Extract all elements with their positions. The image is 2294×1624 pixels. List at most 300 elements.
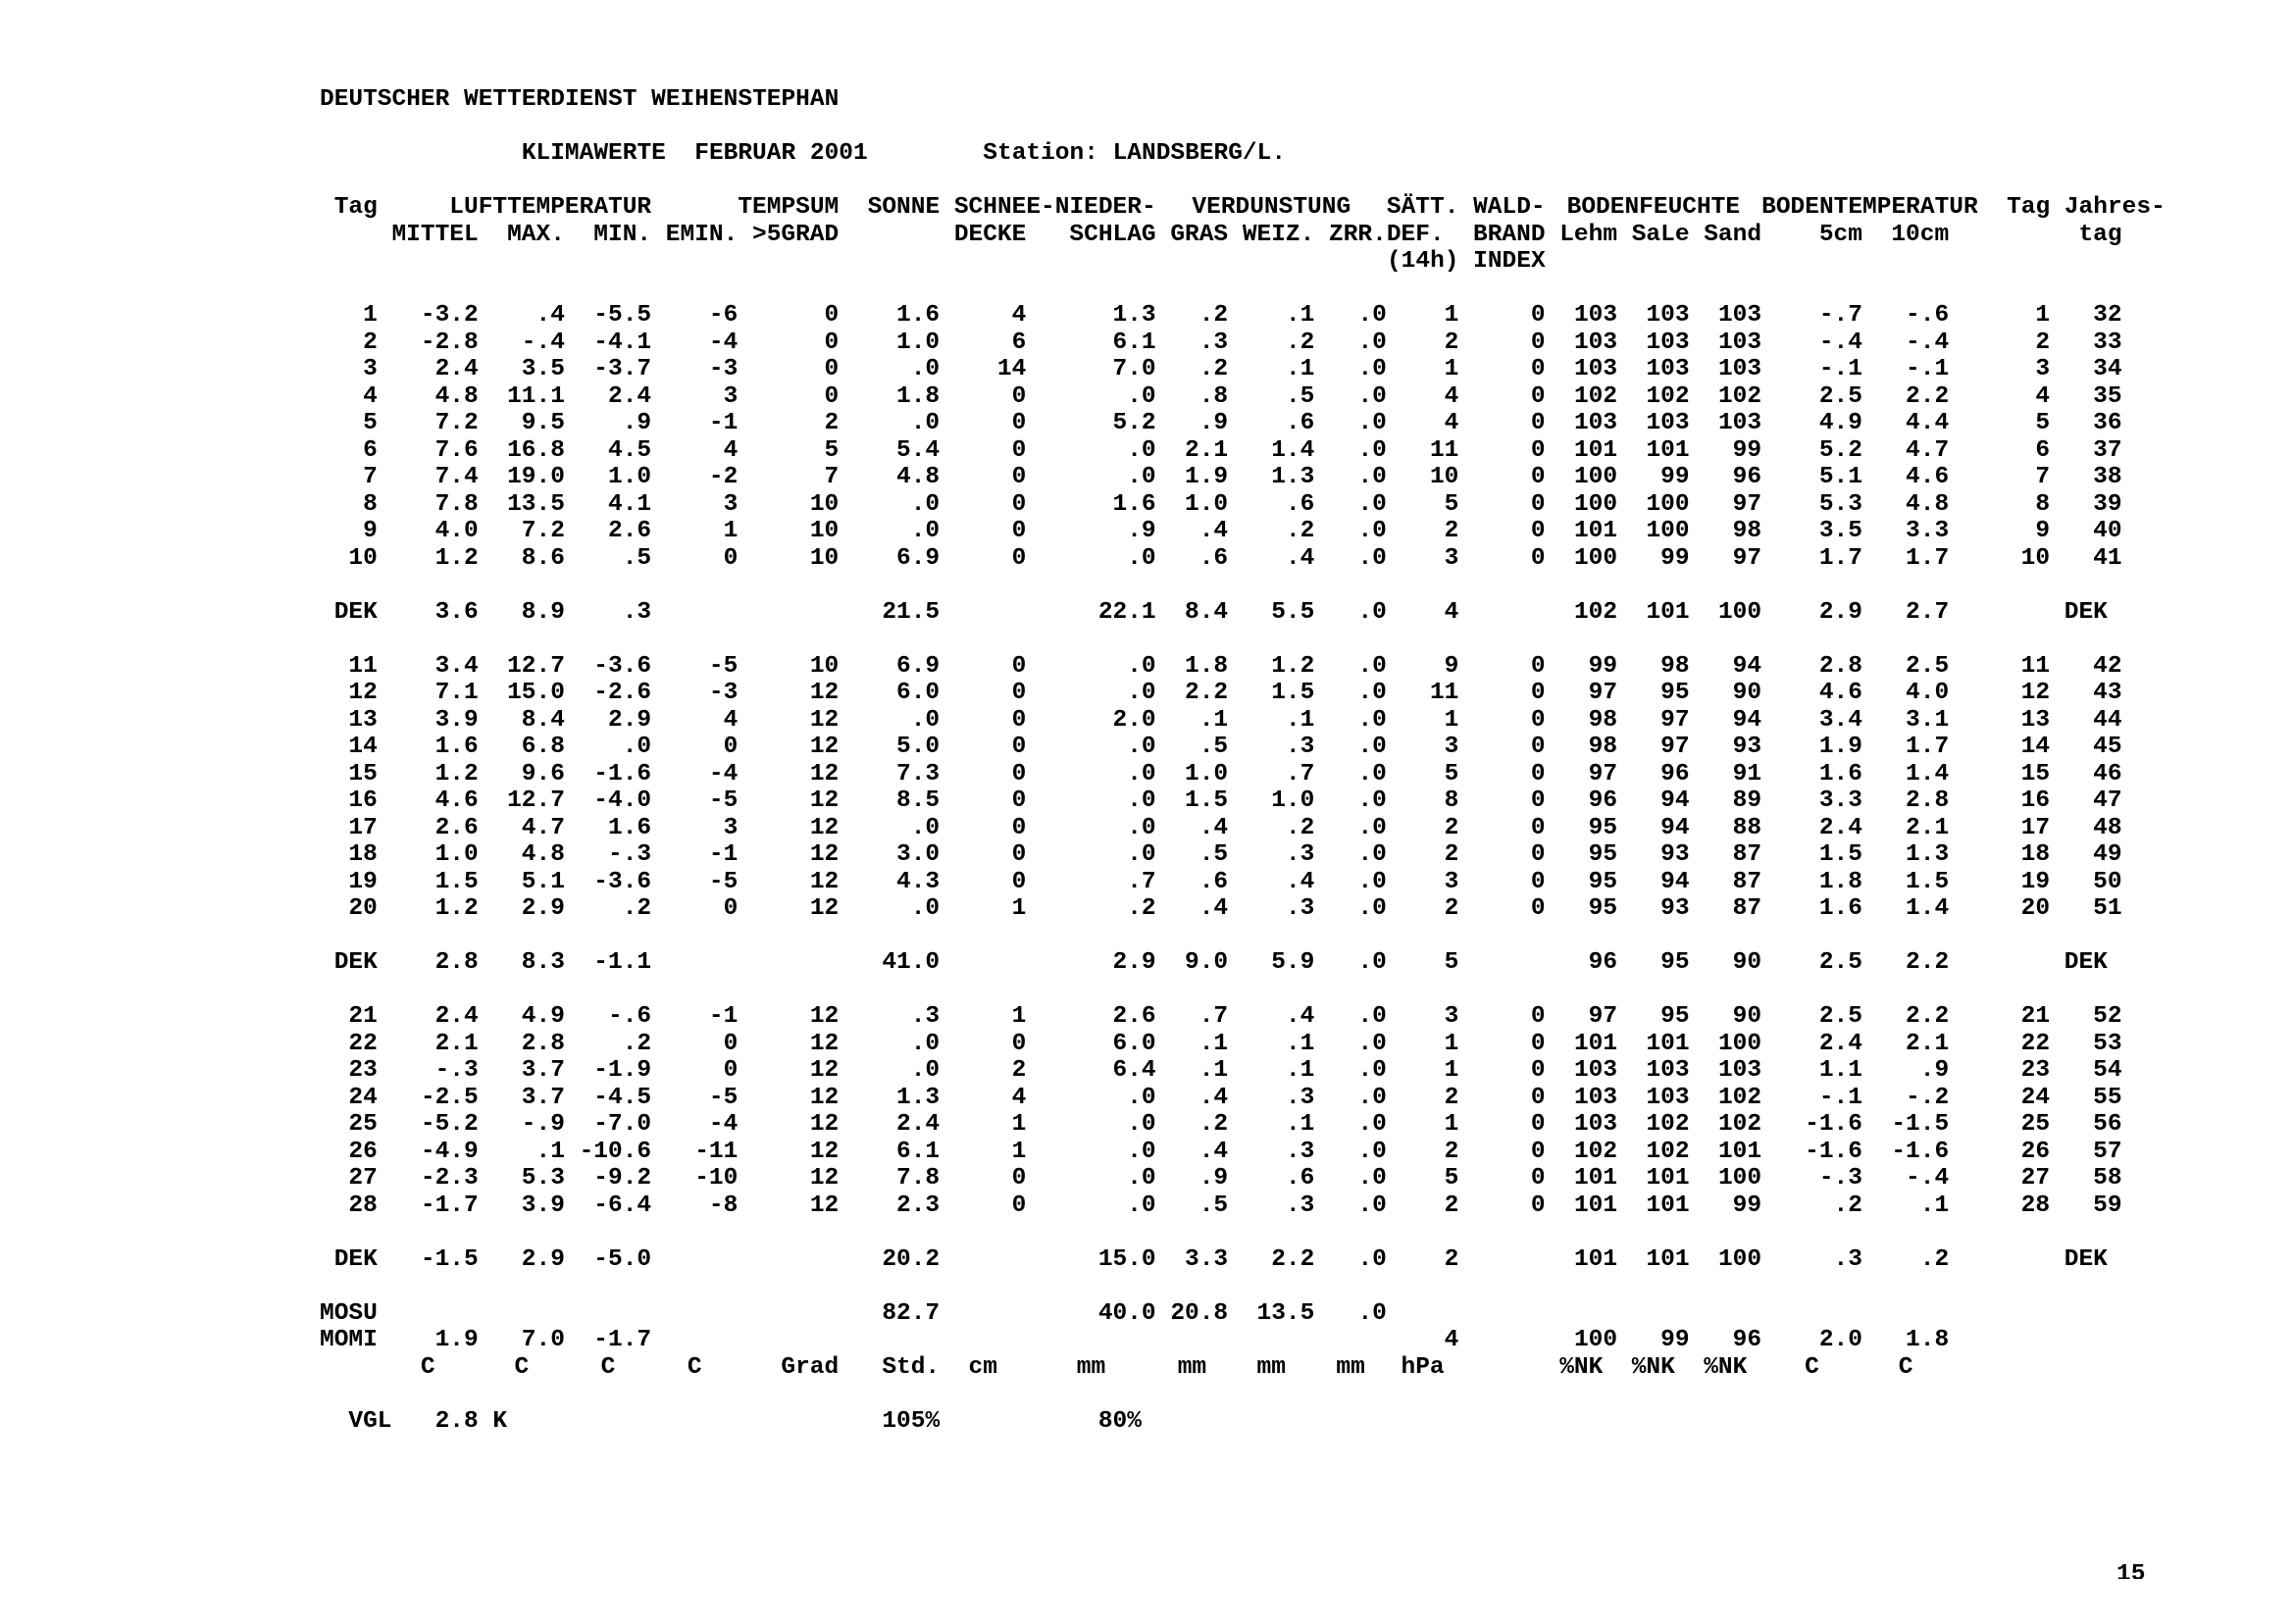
cell-gras: 2.2 — [1185, 680, 1229, 706]
report-subtitle — [320, 140, 2122, 168]
header-index: INDEX — [1473, 248, 1546, 275]
spacer — [320, 114, 2122, 141]
cell-waldbrand-index: 0 — [1530, 841, 1546, 868]
cell-tempsum: 12 — [809, 1138, 840, 1165]
cell-emin: 0 — [723, 1030, 739, 1057]
cell-weiz: .1 — [1285, 706, 1315, 734]
cell-sale: 97 — [1660, 734, 1690, 760]
cell-schneedecke: 0 — [1011, 868, 1027, 895]
cell-schneedecke: 0 — [1011, 518, 1027, 544]
cell-tag: 5 — [363, 410, 378, 436]
cell-saett-def: 2 — [1444, 1245, 1459, 1273]
cell-tempsum: 12 — [809, 1192, 840, 1219]
cell-temp-5cm: 1.1 — [1818, 1057, 1862, 1084]
cell-weiz: .4 — [1285, 1003, 1315, 1030]
cell-temp-10cm: 2.8 — [1906, 787, 1950, 814]
cell-temp-10cm: -1.6 — [1891, 1138, 1950, 1165]
cell-gras: 1.0 — [1185, 760, 1229, 787]
cell-niederschlag: .7 — [1127, 868, 1156, 895]
units-row — [320, 1354, 2122, 1382]
cell-sale: 103 — [1646, 356, 1690, 382]
cell-tag-2: 14 — [2020, 734, 2051, 760]
cell-max: 16.8 — [507, 436, 565, 464]
cell-temp-5cm: 1.6 — [1818, 895, 1862, 922]
spacer — [320, 1273, 2122, 1300]
cell-temp-10cm: 2.1 — [1906, 1030, 1950, 1057]
cell-zrr: .0 — [1357, 868, 1387, 895]
cell-sale: 95 — [1660, 680, 1690, 706]
cell-sonne: .0 — [910, 895, 941, 922]
cell-gras: 8.4 — [1185, 598, 1229, 626]
cell-saett-def: 11 — [1429, 680, 1459, 706]
cell-min: -.6 — [608, 1003, 652, 1030]
header-saett: SÄTT. — [1386, 194, 1459, 221]
cell-max: C — [514, 1353, 530, 1381]
cell-tag-2: 4 — [2035, 382, 2051, 410]
cell-lehm: 101 — [1573, 1030, 1618, 1057]
cell-emin: -8 — [708, 1192, 739, 1219]
dek-summary-row — [320, 599, 2122, 627]
cell-temp-10cm: 4.7 — [1906, 436, 1950, 464]
cell-max: 2.9 — [521, 1245, 565, 1273]
cell-emin: 3 — [723, 490, 739, 518]
cell-niederschlag: .0 — [1127, 680, 1156, 706]
cell-tag-2: 20 — [2020, 895, 2051, 922]
header-schlag: SCHLAG — [1069, 221, 1156, 248]
cell-waldbrand-index: 0 — [1530, 544, 1546, 572]
cell-saett-def: 2 — [1444, 329, 1459, 356]
day-row — [320, 869, 2122, 896]
cell-waldbrand-index: 0 — [1530, 1084, 1546, 1111]
cell-lehm: 97 — [1588, 680, 1618, 706]
cell-gras: .4 — [1198, 814, 1229, 841]
cell-gras: .4 — [1198, 895, 1229, 922]
dek-summary-row — [320, 1246, 2122, 1274]
cell-niederschlag: 1.3 — [1112, 302, 1156, 329]
cell-gras: .4 — [1198, 518, 1229, 544]
cell-max: 12.7 — [507, 652, 565, 680]
cell-zrr: .0 — [1357, 1003, 1387, 1030]
cell-gras: .9 — [1198, 410, 1229, 436]
cell-temp-5cm: 2.0 — [1818, 1327, 1862, 1353]
cell-tag: DEK — [333, 1245, 378, 1273]
cell-zrr: .0 — [1357, 329, 1387, 356]
cell-max: 3.5 — [521, 356, 565, 382]
cell-niederschlag: .0 — [1127, 1192, 1156, 1219]
cell-tempsum: 5 — [824, 436, 840, 464]
cell-max: 4.8 — [521, 841, 565, 868]
cell-sale: 99 — [1660, 464, 1690, 490]
cell-sale: 102 — [1646, 1138, 1690, 1165]
day-row — [320, 383, 2122, 411]
cell-lehm: 100 — [1573, 464, 1618, 490]
cell-jahrestag: DEK — [2064, 1245, 2108, 1273]
cell-saett-def: 2 — [1444, 518, 1459, 544]
cell-lehm: 102 — [1573, 598, 1618, 626]
cell-sale: 101 — [1646, 1245, 1690, 1273]
cell-tempsum: Grad — [781, 1353, 840, 1381]
cell-temp-5cm: 3.5 — [1818, 518, 1862, 544]
cell-sonne: .0 — [910, 410, 941, 436]
cell-min: -5.5 — [593, 302, 652, 329]
cell-sale: 101 — [1646, 598, 1690, 626]
cell-waldbrand-index: 0 — [1530, 1030, 1546, 1057]
cell-min: 1.0 — [608, 464, 652, 490]
cell-weiz: .3 — [1285, 1192, 1315, 1219]
cell-weiz: .1 — [1285, 1057, 1315, 1084]
cell-niederschlag: 40.0 — [1097, 1299, 1156, 1327]
cell-schneedecke: 4 — [1011, 302, 1027, 329]
cell-lehm: 95 — [1588, 841, 1618, 868]
cell-max: 8.4 — [521, 706, 565, 734]
cell-saett-def: 4 — [1444, 410, 1459, 436]
cell-saett-def: 2 — [1444, 1138, 1459, 1165]
cell-temp-10cm: 1.5 — [1906, 868, 1950, 895]
cell-saett-def: 3 — [1444, 1003, 1459, 1030]
header-bodenfeuchte: BODENFEUCHTE — [1566, 194, 1741, 221]
cell-emin: -5 — [708, 1084, 739, 1111]
cell-waldbrand-index: 0 — [1530, 680, 1546, 706]
cell-niederschlag: .0 — [1127, 1111, 1156, 1138]
cell-temp-5cm: 2.5 — [1818, 949, 1862, 976]
header-sand: Sand — [1704, 221, 1762, 248]
cell-weiz: .1 — [1285, 302, 1315, 329]
cell-schneedecke: 1 — [1011, 895, 1027, 922]
cell-mittel: -1.5 — [420, 1245, 479, 1273]
cell-sand: 87 — [1732, 868, 1762, 895]
cell-niederschlag: 6.4 — [1112, 1057, 1156, 1084]
cell-temp-10cm: 4.6 — [1906, 464, 1950, 490]
cell-weiz: .6 — [1285, 410, 1315, 436]
cell-zrr: .0 — [1357, 949, 1387, 976]
cell-max: 8.9 — [521, 598, 565, 626]
cell-gras: .1 — [1198, 706, 1229, 734]
day-row — [320, 410, 2122, 437]
cell-tag: 15 — [348, 760, 378, 787]
cell-lehm: %NK — [1559, 1353, 1604, 1381]
cell-zrr: .0 — [1357, 1111, 1387, 1138]
cell-temp-10cm: .9 — [1919, 1057, 1950, 1084]
cell-waldbrand-index: 0 — [1530, 1003, 1546, 1030]
cell-mittel: 4.6 — [434, 787, 479, 814]
cell-schneedecke: 0 — [1011, 1165, 1027, 1192]
cell-mittel: 2.4 — [434, 356, 479, 382]
cell-mittel: 7.4 — [434, 464, 479, 490]
cell-temp-5cm: -.7 — [1818, 302, 1862, 329]
day-row — [320, 787, 2122, 815]
dek-summary-row — [320, 949, 2122, 977]
cell-schneedecke: 0 — [1011, 382, 1027, 410]
cell-gras: mm — [1177, 1353, 1207, 1381]
cell-temp-5cm: 3.4 — [1818, 706, 1862, 734]
cell-max: 12.7 — [507, 787, 565, 814]
cell-zrr: .0 — [1357, 841, 1387, 868]
header-max: MAX. — [507, 221, 565, 248]
cell-emin: -5 — [708, 652, 739, 680]
cell-emin: C — [687, 1353, 702, 1381]
cell-min: 2.6 — [608, 518, 652, 544]
cell-emin: -1 — [708, 1003, 739, 1030]
cell-saett-def: 5 — [1444, 1165, 1459, 1192]
cell-tempsum: 12 — [809, 1111, 840, 1138]
cell-lehm: 103 — [1573, 356, 1618, 382]
cell-sand: 90 — [1732, 1003, 1762, 1030]
cell-min: 4.5 — [608, 436, 652, 464]
cell-temp-10cm: 1.4 — [1906, 895, 1950, 922]
cell-lehm: 98 — [1588, 706, 1618, 734]
cell-temp-5cm: 4.9 — [1818, 410, 1862, 436]
cell-waldbrand-index: 0 — [1530, 895, 1546, 922]
cell-saett-def: 11 — [1429, 436, 1459, 464]
cell-tag: 13 — [348, 706, 378, 734]
cell-gras: .3 — [1198, 329, 1229, 356]
day-row — [320, 761, 2122, 788]
cell-max: .1 — [535, 1138, 565, 1165]
cell-sand: 100 — [1717, 1030, 1762, 1057]
cell-tempsum: 7 — [824, 464, 840, 490]
cell-weiz: 1.5 — [1271, 680, 1315, 706]
cell-niederschlag: .0 — [1127, 814, 1156, 841]
cell-sale: 95 — [1660, 1003, 1690, 1030]
cell-sand: 97 — [1732, 490, 1762, 518]
cell-sale: 103 — [1646, 1057, 1690, 1084]
cell-weiz: .4 — [1285, 868, 1315, 895]
cell-sale: 100 — [1646, 518, 1690, 544]
cell-zrr: .0 — [1357, 895, 1387, 922]
cell-sonne: 2.3 — [896, 1192, 941, 1219]
cell-sale: 101 — [1646, 1165, 1690, 1192]
cell-emin: -1 — [708, 410, 739, 436]
cell-min: -2.6 — [593, 680, 652, 706]
cell-niederschlag: .9 — [1127, 518, 1156, 544]
cell-weiz: .1 — [1285, 1111, 1315, 1138]
cell-tag-2: 12 — [2020, 680, 2051, 706]
report-type: KLIMAWERTE — [521, 140, 666, 167]
cell-sand: 103 — [1717, 356, 1762, 382]
cell-schneedecke: 1 — [1011, 1111, 1027, 1138]
cell-gras: .5 — [1198, 841, 1229, 868]
cell-mittel: 4.0 — [434, 518, 479, 544]
cell-tag: 21 — [348, 1003, 378, 1030]
cell-sonne: 20.2 — [882, 1245, 941, 1273]
cell-gras: 1.0 — [1185, 490, 1229, 518]
cell-niederschlag: .0 — [1127, 436, 1156, 464]
cell-lehm: 103 — [1573, 1084, 1618, 1111]
cell-tag: 14 — [348, 734, 378, 760]
cell-zrr: .0 — [1357, 1245, 1387, 1273]
cell-mittel: 1.0 — [434, 841, 479, 868]
cell-saett-def: 2 — [1444, 814, 1459, 841]
cell-tag-2: 7 — [2035, 464, 2051, 490]
cell-jahrestag: 46 — [2093, 760, 2122, 787]
cell-weiz: 1.2 — [1271, 652, 1315, 680]
spacer — [320, 626, 2122, 653]
cell-jahrestag: 36 — [2093, 410, 2122, 436]
cell-emin: 4 — [723, 436, 739, 464]
cell-lehm: 101 — [1573, 518, 1618, 544]
cell-temp-10cm: -.2 — [1906, 1084, 1950, 1111]
cell-sonne: Std. — [882, 1353, 941, 1381]
cell-sonne: .0 — [910, 356, 941, 382]
cell-gras: .8 — [1198, 382, 1229, 410]
cell-mittel: 1.5 — [434, 868, 479, 895]
cell-jahrestag: DEK — [2064, 598, 2108, 626]
cell-min: -5.0 — [593, 1245, 652, 1273]
cell-tag: 12 — [348, 680, 378, 706]
cell-jahrestag: DEK — [2064, 949, 2108, 976]
cell-lehm: 96 — [1588, 787, 1618, 814]
cell-gras: 2.1 — [1185, 436, 1229, 464]
cell-weiz: .1 — [1285, 356, 1315, 382]
cell-mittel: 1.2 — [434, 544, 479, 572]
cell-sale: 102 — [1646, 1111, 1690, 1138]
cell-waldbrand-index: 0 — [1530, 652, 1546, 680]
cell-emin: 1 — [723, 518, 739, 544]
cell-sand: 98 — [1732, 518, 1762, 544]
cell-sonne: .0 — [910, 1030, 941, 1057]
cell-max: 8.3 — [521, 949, 565, 976]
cell-mittel: 7.8 — [434, 490, 479, 518]
cell-sonne: 4.3 — [896, 868, 941, 895]
cell-sale: 96 — [1660, 760, 1690, 787]
cell-max: 2.8 — [521, 1030, 565, 1057]
cell-jahrestag: 44 — [2093, 706, 2122, 734]
cell-jahrestag: 45 — [2093, 734, 2122, 760]
day-row — [320, 1003, 2122, 1031]
cell-temp-5cm: 2.8 — [1818, 652, 1862, 680]
cell-waldbrand-index: 0 — [1530, 329, 1546, 356]
cell-mittel: 1.2 — [434, 895, 479, 922]
cell-zrr: .0 — [1357, 1138, 1387, 1165]
cell-tag-2: 10 — [2020, 544, 2051, 572]
cell-emin: -5 — [708, 868, 739, 895]
cell-tag: 16 — [348, 787, 378, 814]
cell-min: -4.0 — [593, 787, 652, 814]
header-tag-suffix: tag — [2078, 221, 2122, 248]
cell-min: -3.6 — [593, 652, 652, 680]
cell-zrr: .0 — [1357, 760, 1387, 787]
cell-zrr: .0 — [1357, 1192, 1387, 1219]
cell-gras: .7 — [1198, 1003, 1229, 1030]
cell-lehm: 96 — [1588, 949, 1618, 976]
page-number: 15 — [2116, 1563, 2146, 1579]
cell-sale: 97 — [1660, 706, 1690, 734]
cell-temp-5cm: 2.5 — [1818, 382, 1862, 410]
cell-tag-2: 22 — [2020, 1030, 2051, 1057]
header-zrr: ZRR. — [1329, 221, 1387, 248]
cell-temp-10cm: -.4 — [1906, 1165, 1950, 1192]
cell-tag-2: 9 — [2035, 518, 2051, 544]
cell-lehm: 95 — [1588, 868, 1618, 895]
cell-niederschlag: .0 — [1127, 734, 1156, 760]
cell-sand: 99 — [1732, 436, 1762, 464]
cell-sonne: 5.4 — [896, 436, 941, 464]
day-row — [320, 1085, 2122, 1112]
cell-lehm: 100 — [1573, 490, 1618, 518]
cell-zrr: .0 — [1357, 490, 1387, 518]
spacer — [320, 276, 2122, 303]
cell-jahrestag: 38 — [2093, 464, 2122, 490]
cell-jahrestag: 34 — [2093, 356, 2122, 382]
cell-niederschlag: .0 — [1127, 760, 1156, 787]
cell-sonne: 21.5 — [882, 598, 941, 626]
cell-jahrestag: 50 — [2093, 868, 2122, 895]
cell-niederschlag: .0 — [1127, 787, 1156, 814]
cell-min: .2 — [622, 895, 652, 922]
cell-niederschlag: 2.6 — [1112, 1003, 1156, 1030]
cell-tempsum: 12 — [809, 706, 840, 734]
cell-zrr: .0 — [1357, 382, 1387, 410]
cell-weiz: .4 — [1285, 544, 1315, 572]
cell-jahrestag: 39 — [2093, 490, 2122, 518]
cell-weiz: .5 — [1285, 382, 1315, 410]
cell-niederschlag: 2.0 — [1112, 706, 1156, 734]
cell-mittel: -4.9 — [420, 1138, 479, 1165]
cell-sonne: 7.8 — [896, 1165, 941, 1192]
cell-jahrestag: 54 — [2093, 1057, 2122, 1084]
day-row — [320, 734, 2122, 761]
day-row — [320, 545, 2122, 573]
cell-jahrestag: 58 — [2093, 1165, 2122, 1192]
cell-sale: 101 — [1646, 1030, 1690, 1057]
cell-weiz: mm — [1256, 1353, 1286, 1381]
day-row — [320, 302, 2122, 330]
cell-niederschlag: 6.0 — [1112, 1030, 1156, 1057]
cell-zrr: .0 — [1357, 518, 1387, 544]
cell-waldbrand-index: 0 — [1530, 760, 1546, 787]
cell-min: 2.9 — [608, 706, 652, 734]
cell-emin: -10 — [694, 1165, 739, 1192]
header-schneedecke: SCHNEE- — [953, 194, 1055, 221]
cell-sand: 94 — [1732, 652, 1762, 680]
cell-max: 3.7 — [521, 1057, 565, 1084]
cell-temp-10cm: 1.8 — [1906, 1327, 1950, 1353]
day-row — [320, 841, 2122, 869]
cell-temp-10cm: 2.2 — [1906, 949, 1950, 976]
cell-gras: .1 — [1198, 1030, 1229, 1057]
cell-tag: 11 — [348, 652, 378, 680]
cell-schneedecke: 2 — [1011, 1057, 1027, 1084]
cell-zrr: .0 — [1357, 706, 1387, 734]
cell-min: 1.6 — [608, 814, 652, 841]
spacer — [320, 168, 2122, 195]
cell-tempsum: 12 — [809, 868, 840, 895]
cell-emin: 0 — [723, 895, 739, 922]
cell-min: C — [600, 1353, 616, 1381]
cell-lehm: 101 — [1573, 436, 1618, 464]
monthly-mean-row — [320, 1327, 2122, 1354]
cell-jahrestag: 59 — [2093, 1192, 2122, 1219]
cell-mittel: 3.4 — [434, 652, 479, 680]
cell-min: -4.5 — [593, 1084, 652, 1111]
cell-tempsum: 12 — [809, 1084, 840, 1111]
cell-tag: 25 — [348, 1111, 378, 1138]
cell-tag: 10 — [348, 544, 378, 572]
cell-min: -1.7 — [593, 1327, 652, 1353]
cell-lehm: 100 — [1573, 544, 1618, 572]
cell-gras: 9.0 — [1185, 949, 1229, 976]
monthly-sum-row — [320, 1300, 2122, 1328]
header-def: DEF. — [1386, 221, 1445, 248]
cell-min: -10.6 — [579, 1138, 652, 1165]
cell-sale: 94 — [1660, 814, 1690, 841]
header-tempsum: TEMPSUM — [738, 194, 840, 221]
cell-sonne: 1.6 — [896, 302, 941, 329]
cell-sand: 102 — [1717, 1084, 1762, 1111]
cell-sonne: 41.0 — [882, 949, 941, 976]
header-5grad: >5GRAD — [752, 221, 840, 248]
cell-waldbrand-index: 0 — [1530, 490, 1546, 518]
